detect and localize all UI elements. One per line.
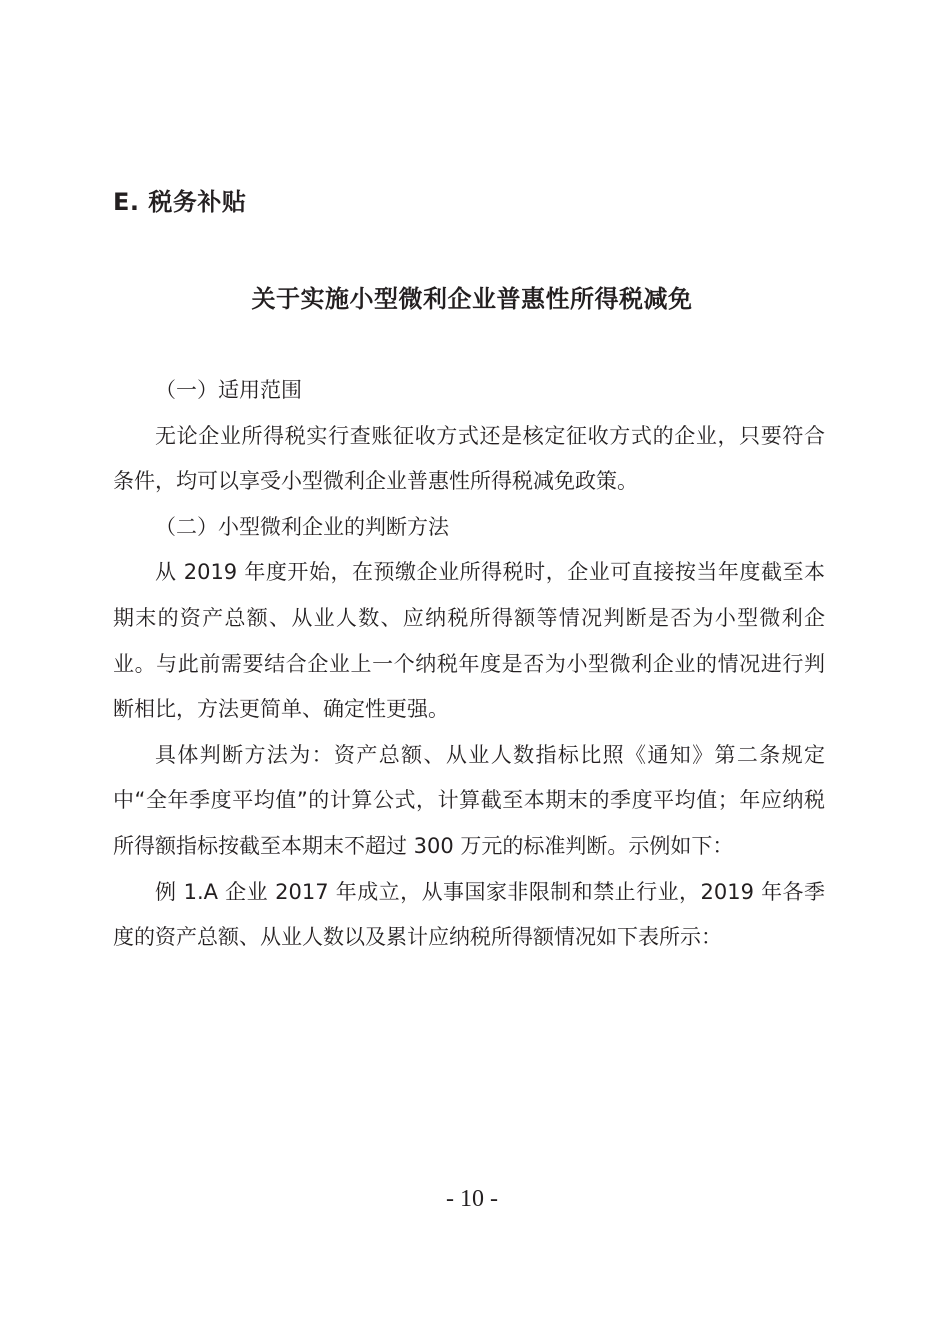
paragraph-example: 例 1.A 企业 2017 年成立，从事国家非限制和禁止行业，2019 年各季度的资产总额、从业人数以及累计应纳税所得额情况如下表所示：: [113, 879, 825, 950]
page-number: - 10 -: [446, 1186, 498, 1212]
subheading-method: （二）小型微利企业的判断方法: [155, 514, 449, 539]
paragraph-scope: 无论企业所得税实行查账征收方式还是核定征收方式的企业，只要符合条件，均可以享受小型微利企业普惠性所得税减免政策。: [113, 423, 825, 494]
document-title: 关于实施小型微利企业普惠性所得税减免: [251, 285, 693, 313]
subheading-scope: （一）适用范围: [155, 378, 302, 402]
paragraph-method: 从 2019 年度开始，在预缴企业所得税时，企业可直接按当年度截至本期末的资产总额、从业人数、应纳税所得额等情况判断是否为小型微利企业。与此前需要结合企业上一个纳税年度是否为小型微利企业的情况进行判断相比，方法更简单、确定性更强。: [113, 560, 825, 722]
paragraph-method-detail: 具体判断方法为：资产总额、从业人数指标比照《通知》第二条规定中“全年季度平均值”的计算公式，计算截至本期末的季度平均值；年应纳税所得额指标按截至本期末不超过 300 万元的标准判断。示例如下：: [113, 742, 825, 858]
section-heading: E. 税务补贴: [113, 188, 247, 216]
document-body: [113, 368, 825, 961]
